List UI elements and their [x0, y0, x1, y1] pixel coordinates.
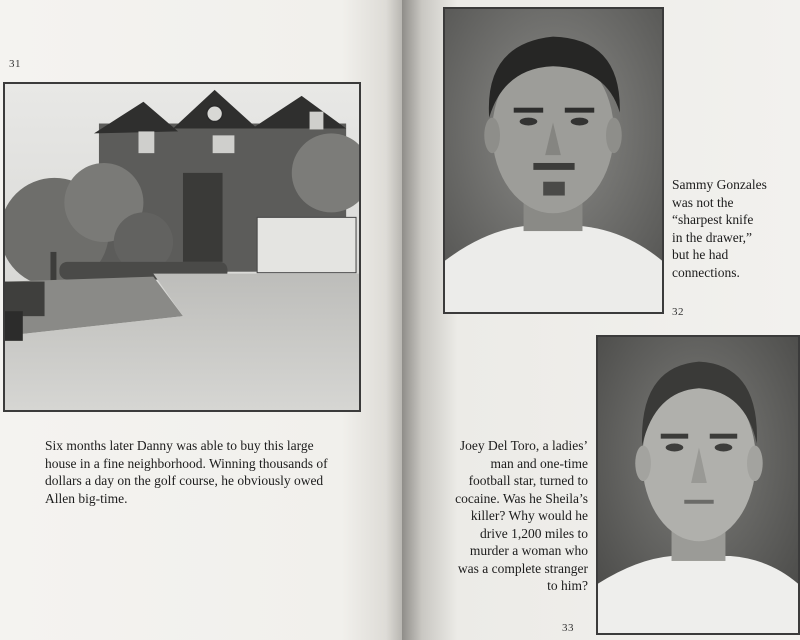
caption-line: was a complete stranger	[457, 560, 588, 576]
page-number: 32	[672, 306, 684, 318]
caption-line: house in a fine neighborhood. Winning thousands of	[45, 455, 328, 471]
portrait-photo-sammy	[443, 7, 664, 314]
caption-line: Six months later Danny was able to buy this large	[45, 438, 314, 453]
sammy-caption	[672, 176, 767, 281]
caption-line: Sammy Gonzales	[672, 177, 767, 192]
caption-line: in the drawer,”	[672, 229, 753, 245]
page-number: 33	[562, 622, 574, 634]
caption-line: dollars a day on the golf course, he obviously owed	[45, 473, 324, 488]
caption-line: Joey Del Toro, a ladies’	[459, 438, 588, 453]
caption-line: drive 1,200 miles to	[480, 525, 588, 541]
caption-line: cocaine. Was he Sheila’s	[455, 490, 588, 506]
caption-line: murder a woman who	[469, 543, 588, 558]
page-number: 31	[9, 58, 21, 70]
caption-line: but he had	[672, 247, 729, 262]
caption-line: connections.	[672, 264, 740, 280]
caption-line: “sharpest knife	[672, 212, 754, 227]
caption-line: to him?	[547, 578, 588, 593]
joey-caption	[455, 437, 588, 595]
caption-line: Allen big-time.	[45, 490, 128, 506]
caption-line: was not the	[672, 194, 734, 210]
house-photo	[3, 82, 361, 412]
house-caption	[45, 437, 328, 507]
right-page	[402, 0, 800, 640]
caption-line: football star, turned to	[468, 473, 588, 488]
portrait-photo-joey	[596, 335, 800, 635]
caption-line: killer? Why would he	[470, 508, 588, 523]
caption-line: man and one-time	[490, 455, 588, 471]
